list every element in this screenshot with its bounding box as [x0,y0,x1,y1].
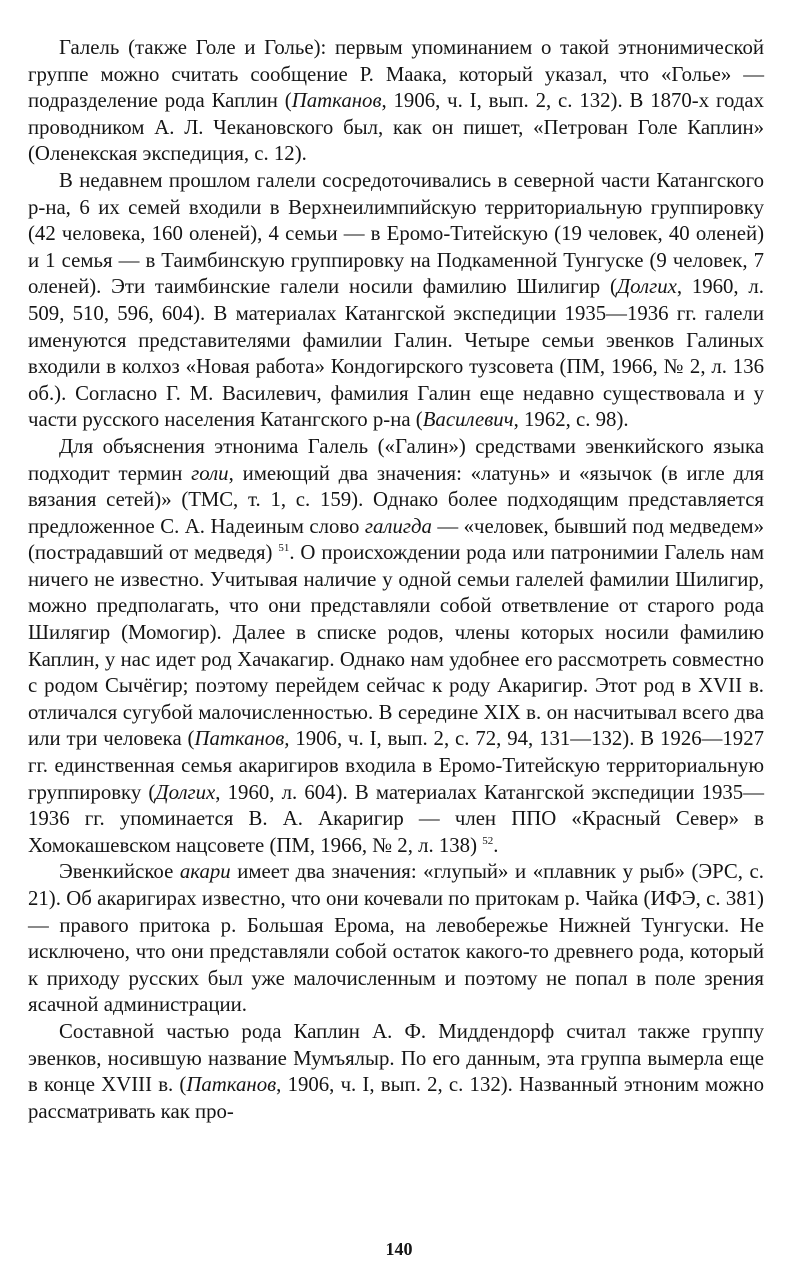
page-body [28,35,764,1125]
text-run: , 1906, ч. I, вып. 2, с. 132). Названный этноним можно рассматривать как про- [28,1073,764,1123]
text-run: Для объяснения этнонима Галель («Галин») средствами эвенкийского языка подходит термин [28,434,764,485]
text-run: 1906, ч. I, вып. 2, с. 72, 94, 131—132). В 1926—1927 гг. единственная семья акаригиров входила в Еромо-Титейскую территориальную группировку ( [28,727,765,804]
text-run: . [493,833,499,857]
italic-citation: Василевич [422,408,514,432]
text-run: Составной частью рода Каплин А. Ф. Миддендорф считал также группу эвенков, носившую название Мумъялыр. По его данным, эта группа вымерла еще в конце XVIII в. ( [28,1019,764,1097]
italic-citation: Патканов [186,1073,277,1097]
italic-citation: голи [191,461,229,485]
italic-citation: Патканов, [194,727,290,751]
text-run: , имеющий два значения: «латунь» и «язычок (в игле для вязания сетей)» (ТМС, т. 1, с. 159). Однако более подходящим представляется предложенное С. А. Надеиным слово [28,461,764,538]
text-run: имеет два значения: «глупый» и «плавник у рыб» (ЭРС, с. 21). Об акаригирах известно, что они кочевали по притокам р. Чайка (ИФЭ, с. 381) — правого притока р. Большая Ерома, на левобережье Нижней Тунгуски. Не исключено, что они представляли собой остаток какого-то древнего рода, который к приходу русских был уже малочисленным и поэтому не попал в поле зрения ясачной администрации. [28,860,764,1017]
footnote-ref: 52 [482,834,494,847]
text-run: Эвенкийское [59,860,180,884]
footnote-ref: 51 [278,542,290,555]
italic-citation: галигда [364,514,432,538]
italic-citation: Патканов [291,89,382,113]
text-run: В недавнем прошлом галели сосредоточивались в северной части Катангского р-на, 6 их семей входили в Верхнеилимпийскую территориальную группировку (42 человека, 160 оленей), 4 семьи — в Еромо-Титейскую (19 человек, 40 оленей) и 1 семья — в Таимбинскую группировку на Подкаменной Тунгуске (9 человек, 7 оленей). Эти таимбинские галели носили фамилию Шилигир ( [28,168,764,299]
paragraph-mumyalyr [28,1019,764,1125]
italic-citation: Долгих [155,780,216,804]
paragraph-akari [28,859,764,1019]
text-run: , 1960, л. 509, 510, 596, 604). В материалах Катангской экспедиции 1935—1936 гг. галели именуются представителями фамилии Галин. Четыре семьи эвенков Галиных входили в колхоз «Новая работа» Кондогирского тузсовета (ПМ, 1966, № 2, л. 136 об.). Согласно Г. М. Василевич, фамилия Галин еще недавно существовала и у части русского населения Катангского р-на ( [28,275,765,432]
page-number: 140 [385,1239,413,1259]
italic-citation: Долгих [616,275,677,299]
paragraph-recent-past [28,168,764,434]
text-run: — «человек, бывший под медведем» (пострадавший от медведя) [28,514,764,565]
paragraph-galel [28,35,764,168]
text-run: , 1962, с. 98). [513,408,629,432]
text-run: . О происхождении рода или патронимии Галель нам ничего не известно. Учитывая наличие у одной семьи галелей фамилии Шилигир, можно предполагать, что они представляли собой ответвление от старого рода Шилягир (Момогир). Далее в списке родов, члены которых носили фамилию Каплин, у нас идет род Хачакагир. Однако нам удобнее его рассмотреть совместно с родом Сычёгир; поэтому перейдем сейчас к роду Акаригир. Этот род в XVII в. отличался сугубой малочисленностью. В середине XIX в. он насчитывал всего два или три человека ( [28,541,764,751]
paragraph-etymology [28,434,764,860]
italic-citation: акари [179,860,231,884]
text-run: , 1960, л. 604). В материалах Катангской экспедиции 1935—1936 гг. упоминается В. А. Акаригир — член ППО «Красный Север» в Хомокашевском нацсовете (ПМ, 1966, № 2, л. 138) [28,780,764,857]
text-run: Галель (также Голе и Голье): первым упоминанием о такой этнонимической группе можно считать сообщение Р. Маака, который указал, что «Голье» — подразделение рода Каплин ( [28,36,764,113]
text-run: , 1906, ч. I, вып. 2, с. 132). В 1870-х годах проводником А. Л. Чекановского был, как он пишет, «Петрован Голе Каплин» (Оленекская экспедиция, с. 12). [28,89,764,166]
